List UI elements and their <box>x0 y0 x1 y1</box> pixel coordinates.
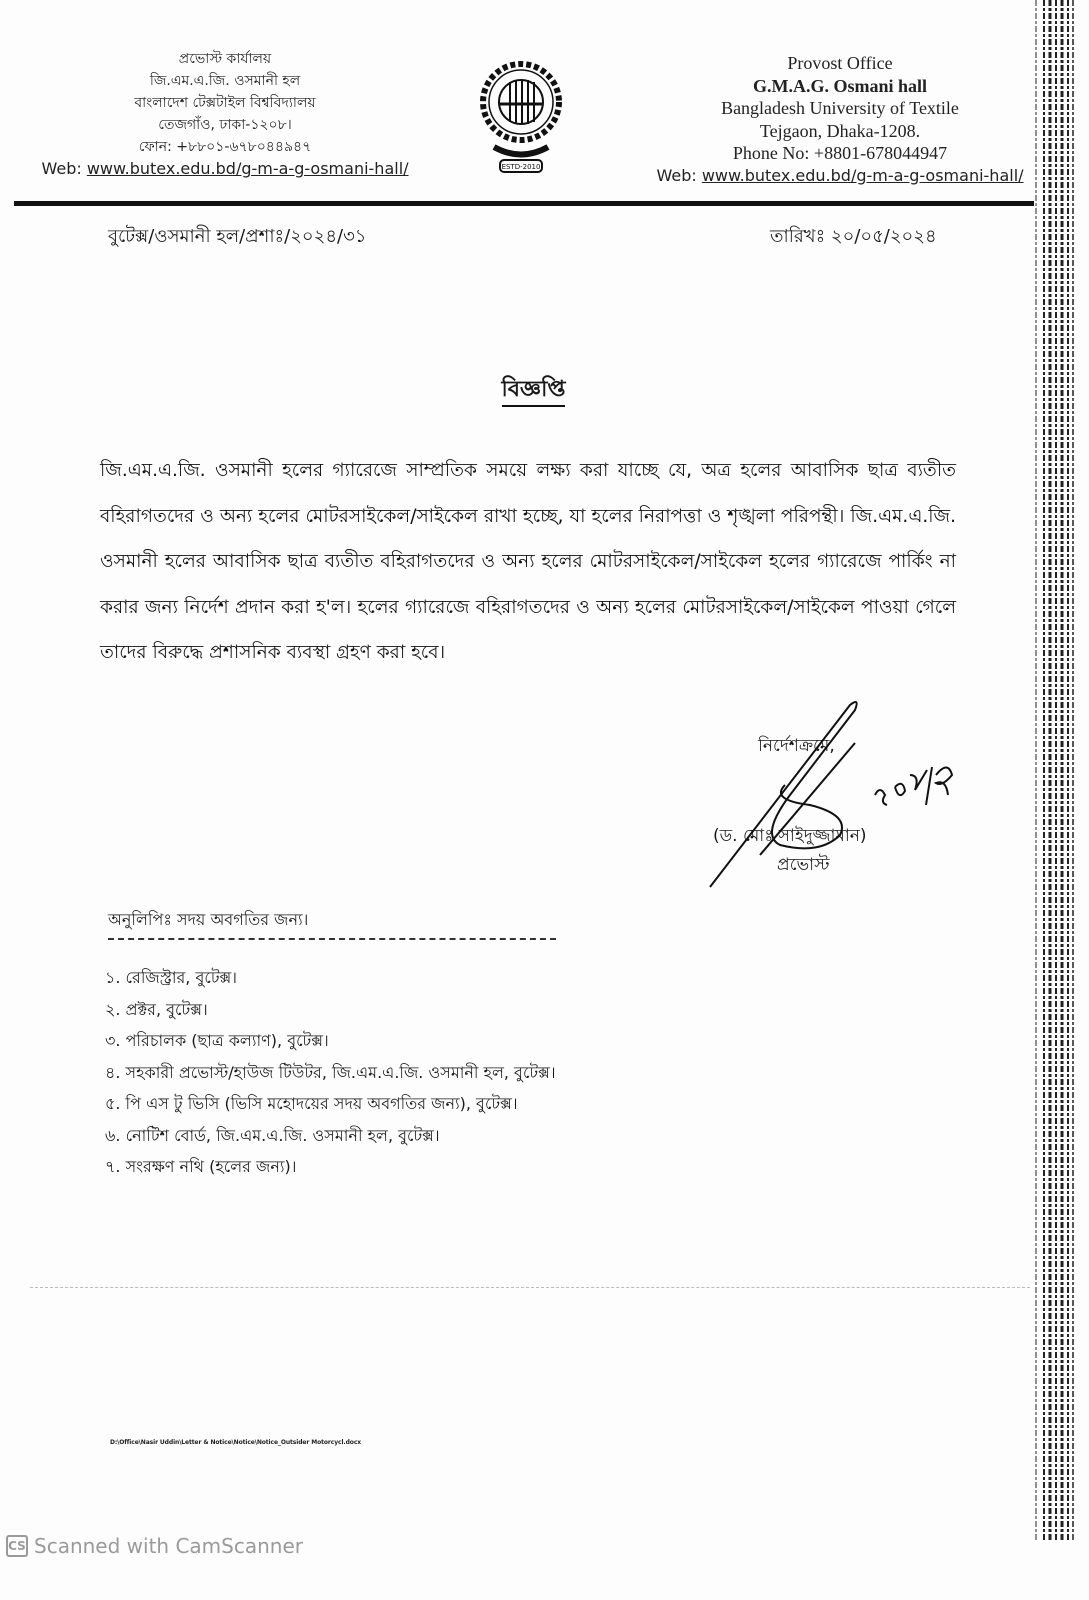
address-bn: তেজগাঁও, ঢাকা-১২০৮। <box>158 117 292 133</box>
web-label: Web: <box>656 165 697 185</box>
copy-recipient: ৬. নোটিশ বোর্ড, জি.এম.এ.জি. ওসমানী হল, বুটেক্স। <box>105 1125 440 1145</box>
office-name-bn: প্রভোস্ট কার্যালয় <box>178 51 272 67</box>
hall-name-en: G.M.A.G. Osmani hall <box>752 75 927 96</box>
notice-body: জি.এম.এ.জি. ওসমানী হলের গ্যারেজে সাম্প্রতিক সময়ে লক্ষ্য করা যাচ্ছে যে, অত্র হলের আবাসিক ছাত্র ব্যতীত বহিরাগতদের ও অন্য হলের মোটরসাইকেল/সাইকেল রাখা হচ্ছে, যা হলের নিরাপত্তা ও শৃঙ্খলা পরিপন্থী। জি.এম.এ.জি. ওসমানী হলের আবাসিক ছাত্র ব্যতীত বহিরাগতদের ও অন্য হলের মোটরসাইকেল/সাইকেল হলের গ্যারেজে পার্কিং না করার জন্য নির্দেশ প্রদান করা হ'ল। হলের গ্যারেজে বহিরাগতদের ও অন্য হলের মোটরসাইকেল/সাইকেল পাওয়া গেলে তাদের বিরুদ্ধে প্রশাসনিক ব্যবস্থা গ্রহণ করা হবে। <box>100 460 956 663</box>
copy-recipient: ৫. পি এস টু ভিসি (ভিসি মহোদয়ের সদয় অবগতির জন্য), বুটেক্স। <box>105 1094 518 1113</box>
hall-name-bn: জি.এম.এ.জি. ওসমানী হল <box>149 73 301 89</box>
web-link[interactable]: www.butex.edu.bd/g-m-a-g-osmani-hall/ <box>701 165 1024 185</box>
memo-date: তারিখঃ ২০/০৫/২০২৪ <box>770 226 937 247</box>
scan-edge-artifact <box>1032 0 1077 1540</box>
address-en: Tejgaon, Dhaka-1208. <box>759 120 921 141</box>
watermark-text: Scanned with CamScanner <box>34 1534 303 1558</box>
web-link[interactable]: www.butex.edu.bd/g-m-a-g-osmani-hall/ <box>86 159 409 178</box>
camscanner-logo-icon: CS <box>6 1535 28 1557</box>
university-seal-icon <box>480 52 562 182</box>
notice-title-text: বিজ্ঞপ্তি <box>502 377 566 407</box>
web-label: Web: <box>41 159 82 178</box>
copies-heading: অনুলিপিঃ সদয় অবগতির জন্য। <box>108 910 309 929</box>
logo-estd: ESTD-2010 <box>501 163 541 171</box>
copies-list <box>105 962 556 1183</box>
copy-recipient: ৩. পরিচালক (ছাত্র কল্যাণ), বুটেক্স। <box>105 1031 329 1050</box>
signatory-name: (ড. মোঃ সাইদুজ্জামান) <box>713 826 867 846</box>
file-path: D:\Office\Nasir Uddin\Letter & Notice\Notice\Notice_Outsider Motorcycl.docx <box>110 1439 362 1446</box>
signatory-designation: প্রভোস্ট <box>777 855 830 875</box>
memo-reference: বুটেক্স/ওসমানী হল/প্রশাঃ/২০২৪/৩১ <box>108 226 367 247</box>
web-line-bn <box>20 158 430 180</box>
notice-title <box>0 372 1067 409</box>
university-name-bn: বাংলাদেশ টেক্সটাইল বিশ্ববিদ্যালয় <box>134 95 316 111</box>
copy-recipient: ২. প্রক্টর, বুটেক্স। <box>105 999 208 1019</box>
copy-recipient: ৪. সহকারী প্রভোস্ট/হাউজ টিউটর, জি.এম.এ.জি. ওসমানী হল, বুটেক্স। <box>105 1062 556 1082</box>
scan-artifact-line <box>30 1287 1030 1288</box>
phone-en: Phone No: +8801-678044947 <box>732 143 948 163</box>
camscanner-watermark <box>6 1534 303 1558</box>
university-name-en: Bangladesh University of Textile <box>721 98 959 118</box>
copy-recipient: ১. রেজিস্ট্রার, বুটেক্স। <box>105 968 238 987</box>
handwritten-signature-icon <box>700 695 970 895</box>
header-english <box>640 52 1040 187</box>
phone-bn: ফোন: +৮৮০১-৬৭৮০৪৪৯৪৭ <box>138 139 312 155</box>
header-bangla <box>20 48 430 180</box>
copy-recipient: ৭. সংরক্ষণ নথি (হলের জন্য)। <box>105 1157 297 1176</box>
copies-divider <box>108 938 556 940</box>
web-line-en <box>640 165 1040 188</box>
office-name-en: Provost Office <box>787 53 893 73</box>
by-order-label: নির্দেশক্রমে, <box>758 736 835 756</box>
header-divider <box>14 201 1034 206</box>
